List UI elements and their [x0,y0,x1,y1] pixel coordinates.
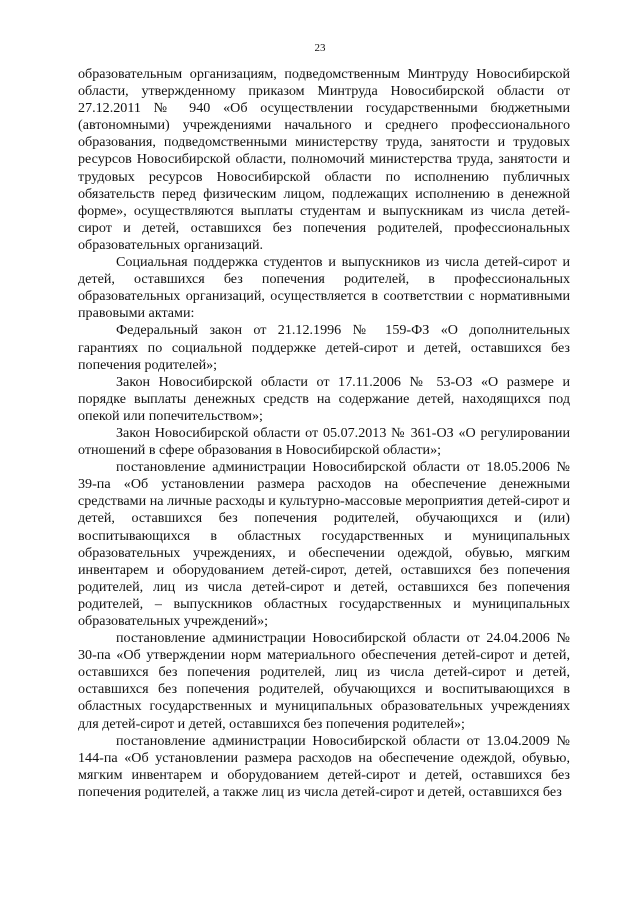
paragraph-4: Закон Новосибирской области от 17.11.2006 № 53-ОЗ «О размере и порядке выплаты денежных средств на содержание детей, находящихся под опекой или попечительством»; [78,373,570,424]
paragraph-5: Закон Новосибирской области от 05.07.2013 № 361-ОЗ «О регулировании отношений в сфере образования в Новосибирской области»; [78,424,570,459]
paragraph-2: Социальная поддержка студентов и выпускников из числа детей-сирот и детей, оставшихся без попечения родителей, в профессиональных образовательных организаций, осуществляется в соответствии с нормативными правовыми актами: [78,254,570,322]
page-number: 23 [314,42,326,54]
document-body [78,66,570,801]
paragraph-1: образовательным организациям, подведомственным Минтруду Новосибирской области, утвержденному приказом Минтруда Новосибирской области от 27.12.2011 № 940 «Об осуществлении государственными бюджетными (автономными) учреждениями начального и среднего профессионального образования, подведомственными министерству труда, занятости и трудовых ресурсов Новосибирской области, полномочий министерства труда, занятости и трудовых ресурсов Новосибирской области по исполнению публичных обязательств перед физическим лицом, подлежащих исполнению в денежной форме», осуществляются выплаты студентам и выпускникам из числа детей-сирот и детей, оставшихся без попечения родителей, профессиональных образовательных организаций. [78,66,570,253]
paragraph-6: постановление администрации Новосибирской области от 18.05.2006 № 39-па «Об установлении размера расходов на обеспечение денежными средствами на личные расходы и культурно-массовые мероприятия детей-сирот и детей, оставшихся без попечения родителей, обучающихся и (или) воспитывающихся в областных государственных и муниципальных образовательных учреждениях, и обеспечении одеждой, обувью, мягким инвентарем и оборудованием детей-сирот, детей, оставшихся без попечения родителей, лиц из числа детей-сирот и детей, оставшихся без попечения родителей, – выпускников областных государственных и муниципальных образовательных учреждений»; [78,459,570,629]
paragraph-7: постановление администрации Новосибирской области от 24.04.2006 № 30-па «Об утверждении норм материального обеспечения детей-сирот и детей, оставшихся без попечения родителей, лиц из числа детей-сирот и детей, оставшихся без попечения родителей, обучающихся и воспитывающихся в областных государственных и муниципальных образовательных учреждениях для детей-сирот и детей, оставшихся без попечения родителей»; [78,630,570,732]
paragraph-8: постановление администрации Новосибирской области от 13.04.2009 № 144-па «Об установлении размера расходов на обеспечение одеждой, обувью, мягким инвентарем и оборудованием детей-сирот и детей, оставшихся без попечения родителей, а также лиц из числа детей-сирот и детей, оставшихся без [78,732,570,800]
paragraph-3: Федеральный закон от 21.12.1996 № 159-ФЗ «О дополнительных гарантиях по социальной поддержке детей-сирот и детей, оставшихся без попечения родителей»; [78,322,570,373]
